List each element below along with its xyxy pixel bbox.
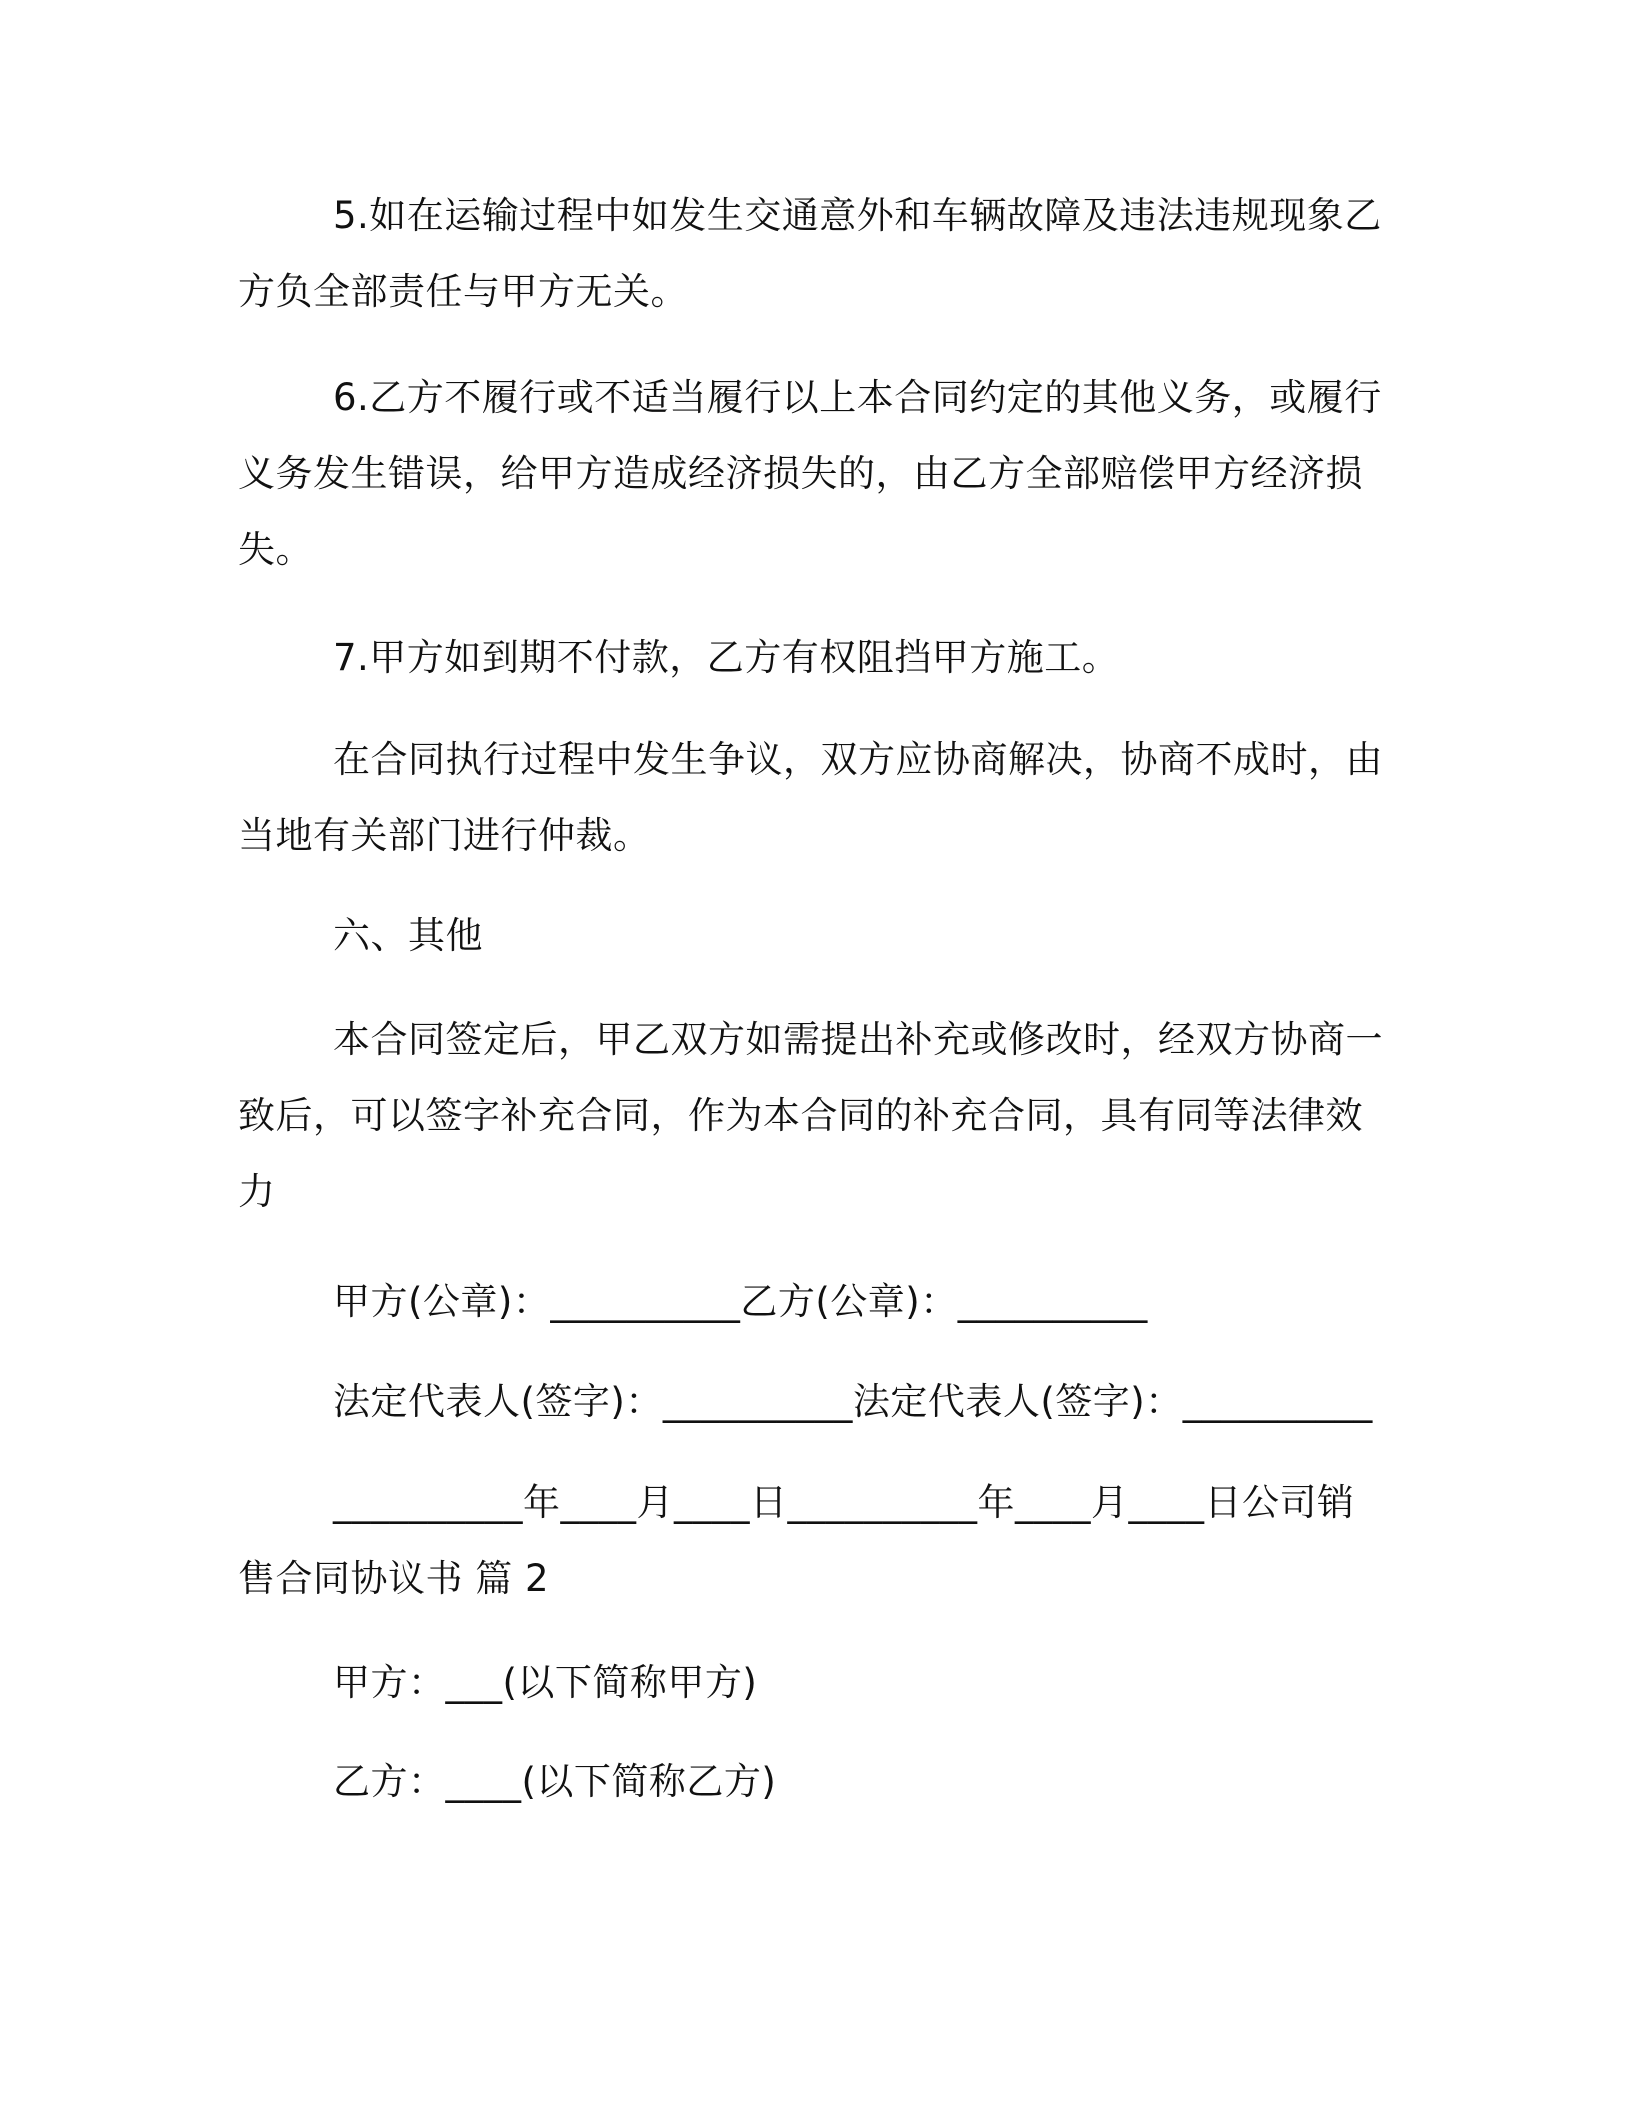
dispute-paragraph: 在合同执行过程中发生争议，双方应协商解决，协商不成时，由当地有关部门进行仲裁。 <box>238 738 1383 857</box>
section-six-heading: 六、其他 <box>333 914 483 957</box>
party-b-line: 乙方：____(以下简称乙方) <box>333 1760 777 1803</box>
party-a-line: 甲方：___(以下简称甲方) <box>333 1661 758 1704</box>
clause-6-paragraph: 6.乙方不履行或不适当履行以上本合同约定的其他义务，或履行义务发生错误，给甲方造成经济损失的，由乙方全部赔偿甲方经济损失。 <box>238 376 1382 571</box>
clause-5-paragraph: 5.如在运输过程中如发生交通意外和车辆故障及违法违规现象乙方负全部责任与甲方无关。 <box>238 194 1382 313</box>
date-line-and-next-title: __________年____月____日__________年____月____日公司销售合同协议书 篇 2 <box>238 1481 1355 1600</box>
legal-representative-signature-line: 法定代表人(签字)：__________法定代表人(签字)：__________ <box>333 1380 1373 1423</box>
seal-signature-line: 甲方(公章)：__________乙方(公章)：__________ <box>333 1280 1148 1323</box>
clause-7-paragraph: 7.甲方如到期不付款，乙方有权阻挡甲方施工。 <box>333 636 1120 679</box>
supplement-paragraph: 本合同签定后，甲乙双方如需提出补充或修改时，经双方协商一致后，可以签字补充合同，作为本合同的补充合同，具有同等法律效力 <box>238 1018 1383 1213</box>
